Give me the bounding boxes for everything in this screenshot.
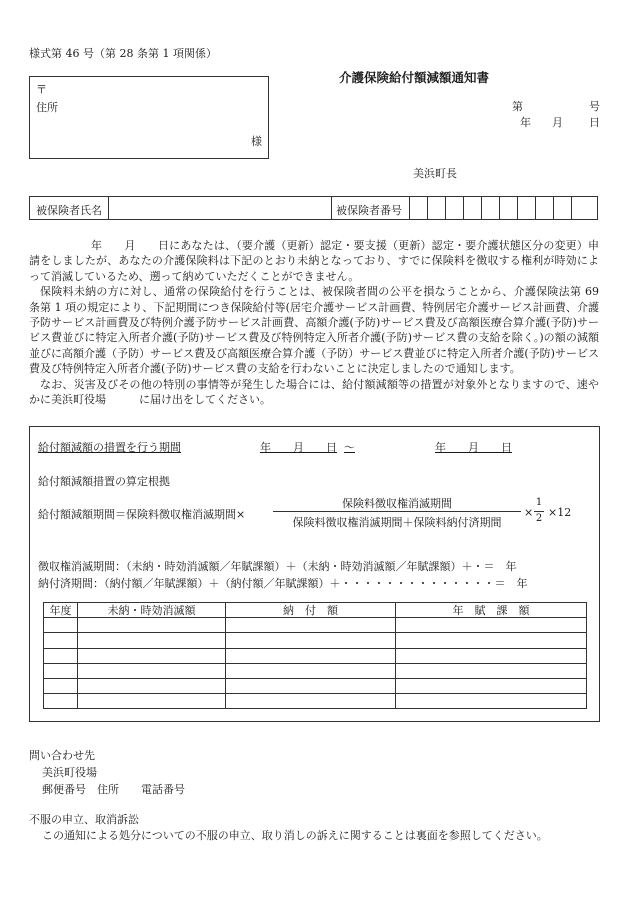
table-header-row bbox=[44, 603, 587, 618]
formula-times-12: ×12 bbox=[548, 506, 572, 519]
half-denominator: 2 bbox=[535, 513, 543, 524]
postal-mark: 〒 bbox=[36, 83, 47, 96]
appeal-text: この通知による処分についての不服の申立、取り消しの訴えに関することは裏面を参照してください。 bbox=[42, 829, 548, 842]
amount-table bbox=[43, 602, 587, 709]
paragraph-3: なお、災害及びその他の特別の事情等が発生した場合には、給付額減額等の措置が対象外となりますので、速やかに美浜町役場 に届け出をしてください。 bbox=[29, 377, 599, 407]
table-cell bbox=[226, 694, 396, 709]
table-cell bbox=[226, 678, 396, 693]
table-cell bbox=[78, 648, 226, 663]
formula-numerator: 保険料徴収権消滅期間 bbox=[342, 497, 452, 510]
period-label: 給付額減額の措置を行う期間 bbox=[38, 441, 181, 454]
period-start: 年 月 日 bbox=[260, 441, 337, 454]
doc-number-go: 号 bbox=[589, 100, 600, 113]
collection-right-period-line: 徴収権消滅期間：（未納・時効消滅額／年賦課額）＋（未納・時効消滅額／年賦課額）＋・＝ 年 bbox=[38, 560, 517, 573]
table-row bbox=[44, 648, 587, 663]
date-day: 日 bbox=[589, 116, 600, 129]
table-cell bbox=[226, 633, 396, 648]
insured-name-label: 被保険者氏名 bbox=[36, 204, 102, 217]
table-row bbox=[44, 694, 587, 709]
paragraph-1: （要介護（更新）認定・要支援（更新）認定・要介護状態区分の変更）申請をしましたが、あなたの介護保険料は下記のとおり未納となっており、すでに保険料を徴収する権利が時効によって消滅しているため、遡って納めていただくことができません。 bbox=[29, 239, 600, 283]
table-cell bbox=[44, 678, 78, 693]
appeal-heading: 不服の申立、取消訴訟 bbox=[29, 813, 139, 826]
contact-details: 郵便番号 住所 電話番号 bbox=[42, 783, 185, 796]
document-title: 介護保険給付額減額通知書 bbox=[339, 70, 490, 85]
header-paid-amount: 納 付 額 bbox=[226, 603, 396, 618]
table-cell bbox=[44, 663, 78, 678]
table-row bbox=[44, 663, 587, 678]
half-numerator: 1 bbox=[535, 497, 543, 508]
table-cell bbox=[396, 678, 587, 693]
header-annual-levy: 年 賦 課 額 bbox=[396, 603, 587, 618]
table-cell bbox=[78, 663, 226, 678]
form-reference: 様式第 46 号（第 28 条第 1 項関係） bbox=[29, 47, 217, 60]
formula-left: 給付額減額期間＝保険料徴収権消滅期間× bbox=[38, 508, 246, 521]
formula-fraction-line bbox=[273, 511, 521, 512]
table-cell bbox=[226, 648, 396, 663]
application-date: 年 月 日にあなたは、 bbox=[91, 239, 237, 252]
formula-denominator: 保険料徴収権消滅期間＋保険料納付済期間 bbox=[292, 516, 502, 529]
paragraph-2: 保険料未納の方に対し、通常の保険給付を行うことは、被保険者間の公平を損なうことから、介護保険法第 69 条第 1 項の規定により、下記期間につき保険給付等(居宅介護サービス計画費、特例居宅介護サービス計画費、介護予防サービス計画費及び特例介護予防サービス計画費、高額介護(予防)サービス費及び高額医療合算介護(予防)サービス費並びに特定入所者介護(予防)サービス費及び特例特定入所者介護(予防)サービス費の支給を除く。)の額の減額並びに高額介護（予防）サービス費及び高額医療合算介護（予防）サービス費並びに特定入所者介護(予防)サービス費及び特例特定入所者介護(予防)サービス費の支給を行わないことに決定しましたので通知します。 bbox=[29, 285, 599, 376]
basis-label: 給付額減額措置の算定根拠 bbox=[38, 475, 170, 488]
table-cell bbox=[78, 618, 226, 633]
date-month: 月 bbox=[552, 116, 563, 129]
table-cell bbox=[396, 633, 587, 648]
table-cell bbox=[396, 648, 587, 663]
contact-heading: 問い合わせ先 bbox=[29, 749, 95, 762]
insured-number-label: 被保険者番号 bbox=[336, 204, 402, 217]
formula-times: × bbox=[524, 506, 534, 519]
paid-period-line: 納付済期間：（納付額／年賦課額）＋（納付額／年賦課額）＋・・・・・・・・・・・・・・＝ 年 bbox=[38, 577, 528, 590]
table-cell bbox=[44, 694, 78, 709]
date-year: 年 bbox=[520, 116, 531, 129]
table-cell bbox=[396, 663, 587, 678]
insured-info-row bbox=[29, 196, 598, 220]
period-end: 年 月 日 bbox=[435, 441, 512, 454]
half-fraction-line bbox=[534, 511, 544, 512]
table-row bbox=[44, 633, 587, 648]
table-row bbox=[44, 678, 587, 693]
table-row bbox=[44, 618, 587, 633]
honorific: 様 bbox=[251, 135, 262, 148]
table-cell bbox=[396, 618, 587, 633]
header-unpaid-amount: 未納・時効消滅額 bbox=[78, 603, 226, 618]
table-cell bbox=[78, 678, 226, 693]
table-cell bbox=[78, 633, 226, 648]
table-cell bbox=[226, 663, 396, 678]
header-fiscal-year: 年度 bbox=[44, 603, 78, 618]
contact-office: 美浜町役場 bbox=[42, 766, 97, 779]
table-cell bbox=[44, 648, 78, 663]
address-box bbox=[29, 76, 269, 159]
table-cell bbox=[44, 633, 78, 648]
doc-number-dai: 第 bbox=[512, 100, 523, 113]
table-cell bbox=[44, 618, 78, 633]
issuer: 美浜町長 bbox=[413, 167, 457, 180]
table-cell bbox=[78, 694, 226, 709]
period-tilde: ～ bbox=[344, 441, 355, 454]
notice-body bbox=[29, 238, 599, 407]
address-label: 住所 bbox=[36, 101, 58, 114]
table-cell bbox=[226, 618, 396, 633]
table-cell bbox=[396, 694, 587, 709]
